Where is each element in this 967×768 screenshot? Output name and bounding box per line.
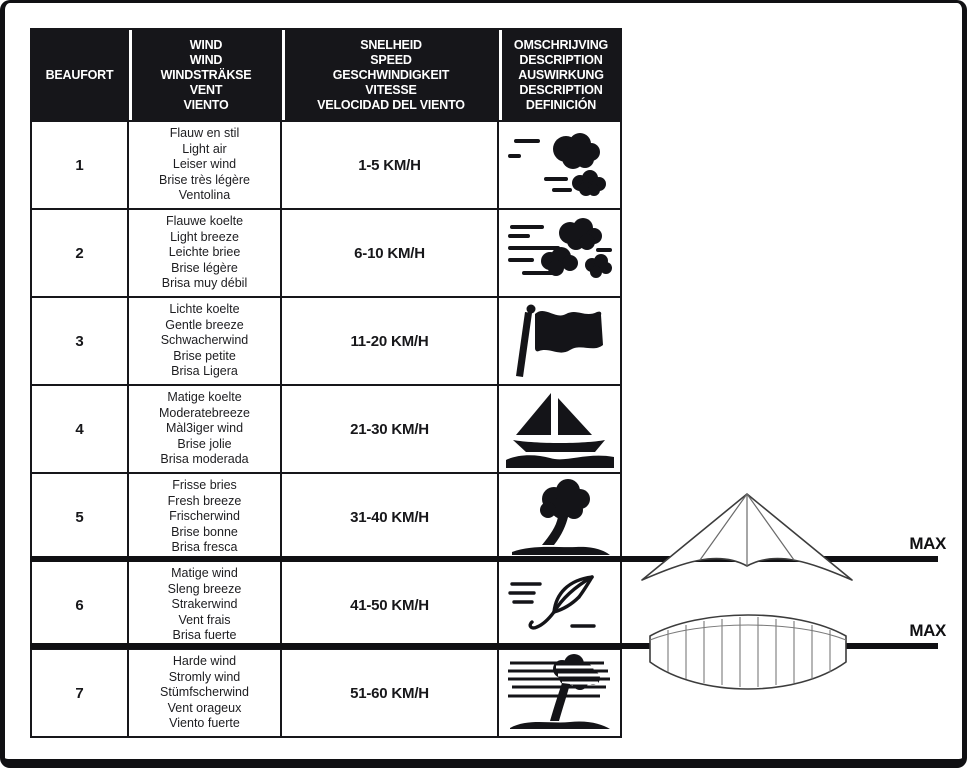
beaufort-number: 1 bbox=[32, 122, 127, 208]
description-pictogram bbox=[499, 562, 620, 648]
speed-range: 51-60 KM/H bbox=[282, 650, 497, 736]
blown-umbrella-icon bbox=[506, 566, 614, 644]
header-beaufort: BEAUFORT bbox=[32, 30, 127, 120]
description-pictogram bbox=[499, 298, 620, 384]
wind-names: Matige koelte Moderatebreeze Màl3iger wind Brise jolie Brisa moderada bbox=[129, 386, 280, 472]
beaufort-number: 6 bbox=[32, 562, 127, 648]
max-label-1: MAX bbox=[909, 534, 946, 553]
header-speed: SNELHEID SPEED GESCHWINDIGKEIT VITESSE VELOCIDAD DEL VIENTO bbox=[282, 30, 497, 120]
beaufort-table bbox=[30, 28, 622, 738]
wind-names: Frisse bries Fresh breeze Frischerwind Brise bonne Brisa fresca bbox=[129, 474, 280, 560]
storm-tree-icon bbox=[506, 653, 614, 733]
description-pictogram bbox=[499, 122, 620, 208]
description-pictogram bbox=[499, 474, 620, 560]
beaufort-number: 2 bbox=[32, 210, 127, 296]
description-pictogram bbox=[499, 650, 620, 736]
speed-range: 31-40 KM/H bbox=[282, 474, 497, 560]
description-pictogram bbox=[499, 210, 620, 296]
wind-names: Flauwe koelte Light breeze Leichte briee Brise légère Brisa muy débil bbox=[129, 210, 280, 296]
wind-names: Flauw en stil Light air Leiser wind Brise très légère Ventolina bbox=[129, 122, 280, 208]
speed-range: 41-50 KM/H bbox=[282, 562, 497, 648]
wind-names: Matige wind Sleng breeze Strakerwind Vent frais Brisa fuerte bbox=[129, 562, 280, 648]
parafoil-kite-drawing bbox=[636, 604, 860, 706]
drifting-clouds-icon bbox=[506, 127, 614, 203]
moving-clouds-icon bbox=[506, 215, 614, 291]
header-description: OMSCHRIJVING DESCRIPTION AUSWIRKUNG DESCRIPTION DEFINICIÓN bbox=[499, 30, 620, 120]
sailboat-icon bbox=[506, 390, 614, 468]
beaufort-number: 5 bbox=[32, 474, 127, 560]
swaying-tree-icon bbox=[506, 477, 614, 557]
beaufort-number: 3 bbox=[32, 298, 127, 384]
waving-flag-icon bbox=[505, 301, 615, 381]
speed-range: 11-20 KM/H bbox=[282, 298, 497, 384]
max-label-2: MAX bbox=[909, 621, 946, 640]
speed-range: 1-5 KM/H bbox=[282, 122, 497, 208]
wind-names: Harde wind Stromly wind Stümfscherwind Vent orageux Viento fuerte bbox=[129, 650, 280, 736]
delta-kite-drawing bbox=[636, 488, 858, 598]
speed-range: 6-10 KM/H bbox=[282, 210, 497, 296]
wind-names: Lichte koelte Gentle breeze Schwacherwind Brise petite Brisa Ligera bbox=[129, 298, 280, 384]
beaufort-number: 4 bbox=[32, 386, 127, 472]
beaufort-number: 7 bbox=[32, 650, 127, 736]
speed-range: 21-30 KM/H bbox=[282, 386, 497, 472]
description-pictogram bbox=[499, 386, 620, 472]
header-wind: WIND WIND WINDSTRÄKSE VENT VIENTO bbox=[129, 30, 280, 120]
